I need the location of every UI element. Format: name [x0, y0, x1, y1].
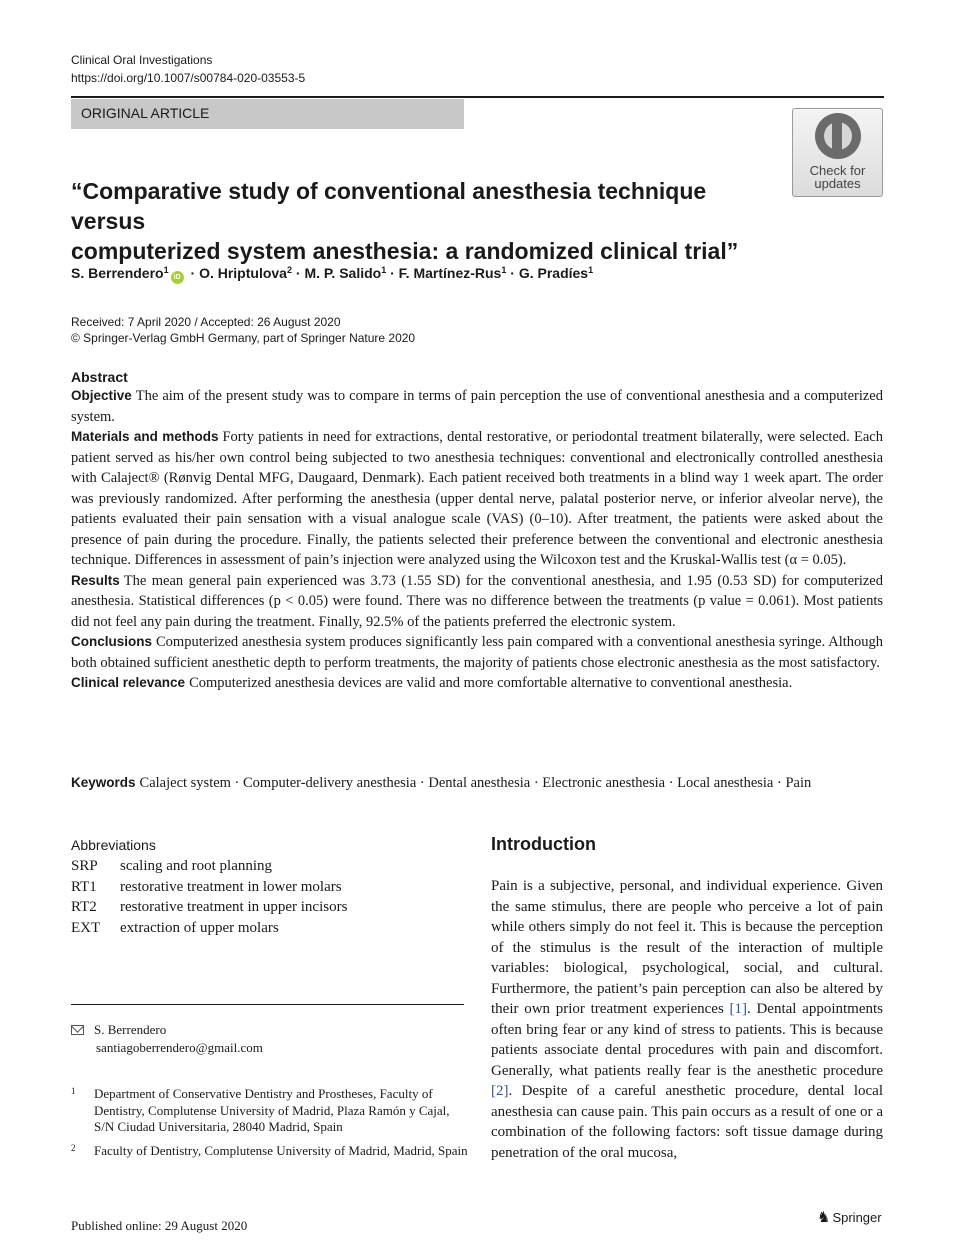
received-accepted: Received: 7 April 2020 / Accepted: 26 August 2020	[71, 315, 341, 329]
abstract-clinical-relevance: Clinical relevance Computerized anesthesia devices are valid and more comfortable alternative to conventional anesthesia.	[71, 675, 793, 691]
affiliation-1: 1 Department of Conservative Dentistry and Prostheses, Faculty of Dentistry, Complutense University of Madrid, Plaza Ramón y Cajal, S/N Ciudad Universitaria, 28040 Madrid, Spain	[71, 1086, 450, 1134]
citation-link[interactable]: [2]	[491, 1083, 509, 1099]
abbreviation-item: RT2 restorative treatment in upper incisors	[71, 899, 348, 915]
abstract-conclusions: Conclusions Computerized anesthesia system produces significantly less pain compared with a conventional anesthesia syringe. Although both obtained sufficient anesthetic depth to perform treatments, the majority of patients chose electronic anesthesia as the most satisfactory.	[71, 634, 883, 671]
abbreviation-item: EXT extraction of upper molars	[71, 919, 279, 936]
header-rule	[71, 96, 884, 98]
introduction-text: Pain is a subjective, personal, and individual experience. Given the same stimulus, there are people who perceive a lot of pain while others simply do not feel it. This is because the perception of the stimulus is the result of the interaction of multiple variables: biological, psychological, social, and cultural. Furthermore, the patient’s pain perception can also be altered by their own prior treatment experiences [1]. Dental appointments often bring fear or any kind of stress to patients. This is because patients associate dental procedures with pain and discomfort. Generally, what patients really fear is the anesthetic procedure [2]. Despite of a careful anesthetic procedure, dental local anesthesia can cause pain. This pain occurs as a result of one or a combination of the following factors: soft tissue damage during penetration of the oral mucosa,	[491, 878, 883, 1161]
abbreviations	[71, 836, 471, 938]
copyright: © Springer-Verlag GmbH Germany, part of Springer Nature 2020	[71, 331, 416, 345]
journal-info	[71, 51, 305, 87]
journal-name: Clinical Oral Investigations	[71, 53, 213, 67]
doi-link[interactable]: https://doi.org/10.1007/s00784-020-03553-5	[71, 71, 306, 85]
springer-logo: ♞ Springer	[817, 1209, 882, 1226]
check-for-updates-badge[interactable]	[792, 108, 883, 197]
author-separator: ·	[506, 265, 519, 281]
abstract-heading: Abstract	[71, 369, 128, 385]
check-updates-label: Check for updates	[809, 163, 866, 191]
author-name: M. P. Salido	[304, 265, 382, 281]
corresponding-email[interactable]: santiagoberrendero@gmail.com	[96, 1040, 263, 1055]
abstract	[71, 368, 883, 694]
abbreviations-heading: Abbreviations	[71, 837, 156, 853]
author-affiliation-number: 1	[163, 265, 169, 275]
footnote-rule	[71, 1004, 464, 1005]
corresponding-author: S. Berrendero	[94, 1022, 167, 1037]
envelope-icon	[71, 1025, 84, 1035]
author-affiliation-number: 1	[501, 265, 507, 275]
article-title: “Comparative study of conventional anesthesia technique versus computerized system anesthesia: a randomized clinical trial”	[71, 178, 739, 264]
author-name: G. Pradíes	[518, 265, 589, 281]
author-separator: ·	[291, 265, 305, 281]
abstract-results: Results The mean general pain experienced was 3.73 (1.55 SD) for the conventional anesthesia, and 1.95 (0.53 SD) for computerized anesthesia. Statistical differences (p < 0.05) were found. There was no difference between the treatments (p value = 0.061). Most patients did not feel any pain during the treatment. Finally, 92.5% of the patients preferred the electronic system.	[71, 572, 883, 630]
introduction-heading: Introduction	[491, 834, 596, 854]
abbreviation-item: RT1 restorative treatment in lower molars	[71, 878, 342, 895]
published-date: Published online: 29 August 2020	[71, 1218, 248, 1233]
author-affiliation-number: 1	[381, 265, 387, 275]
affiliation-2: 2 Faculty of Dentistry, Complutense University of Madrid, Madrid, Spain	[71, 1143, 468, 1158]
correspondence	[71, 1021, 263, 1057]
orcid-icon[interactable]: iD	[171, 271, 184, 284]
author-list	[71, 263, 593, 285]
abstract-methods: Materials and methods Forty patients in need for extractions, dental restorative, or periodontal treatment bilaterally, were selected. Each patient served as his/her own control being subjected to two anesthesia techniques: conventional and electronically controlled anesthesia with Calaject® (Rønvig Dental MFG, Daugaard, Denmark). Each patient received both treatments in a blind way 1 week apart. The order was previously randomized. After performing the anesthesia (upper dental nerve, palatal posterior nerve, or inferior alveolar nerve), the patients evaluated their pain sensation with a visual analogue scale (VAS) (0–10). After treatment, the patients were asked about the presence of pain during the procedure. Finally, the patients selected their preference between the conventional and electronic anesthesia technique. Differences in assessment of pain’s injection were analyzed using the Wilcoxon test and the Kruskal-Wallis test (α = 0.05).	[71, 429, 883, 568]
abstract-objective: Objective The aim of the present study was to compare in terms of pain perception the use of conventional anesthesia and a computerized system.	[71, 388, 883, 425]
article-dates	[71, 314, 415, 346]
abbreviation-item: SRP scaling and root planning	[71, 858, 273, 874]
keywords-list: Calaject system · Computer-delivery anesthesia · Dental anesthesia · Electronic anesthesia · Local anesthesia · Pain	[139, 775, 812, 791]
author-separator: ·	[386, 265, 399, 281]
author-name: S. Berrendero	[71, 265, 164, 281]
keywords-label: Keywords	[71, 775, 136, 790]
author-name: O. Hriptulova	[199, 265, 287, 281]
author-name: F. Martínez-Rus	[398, 265, 502, 281]
springer-horse-icon: ♞	[817, 1209, 831, 1226]
crossmark-icon	[815, 113, 861, 159]
author-separator: ·	[186, 265, 200, 281]
citation-link[interactable]: [1]	[729, 1001, 747, 1017]
author-affiliation-number: 1	[588, 265, 594, 275]
article-type-banner: ORIGINAL ARTICLE	[71, 99, 464, 129]
keywords	[71, 773, 811, 793]
author-affiliation-number: 2	[286, 265, 292, 275]
